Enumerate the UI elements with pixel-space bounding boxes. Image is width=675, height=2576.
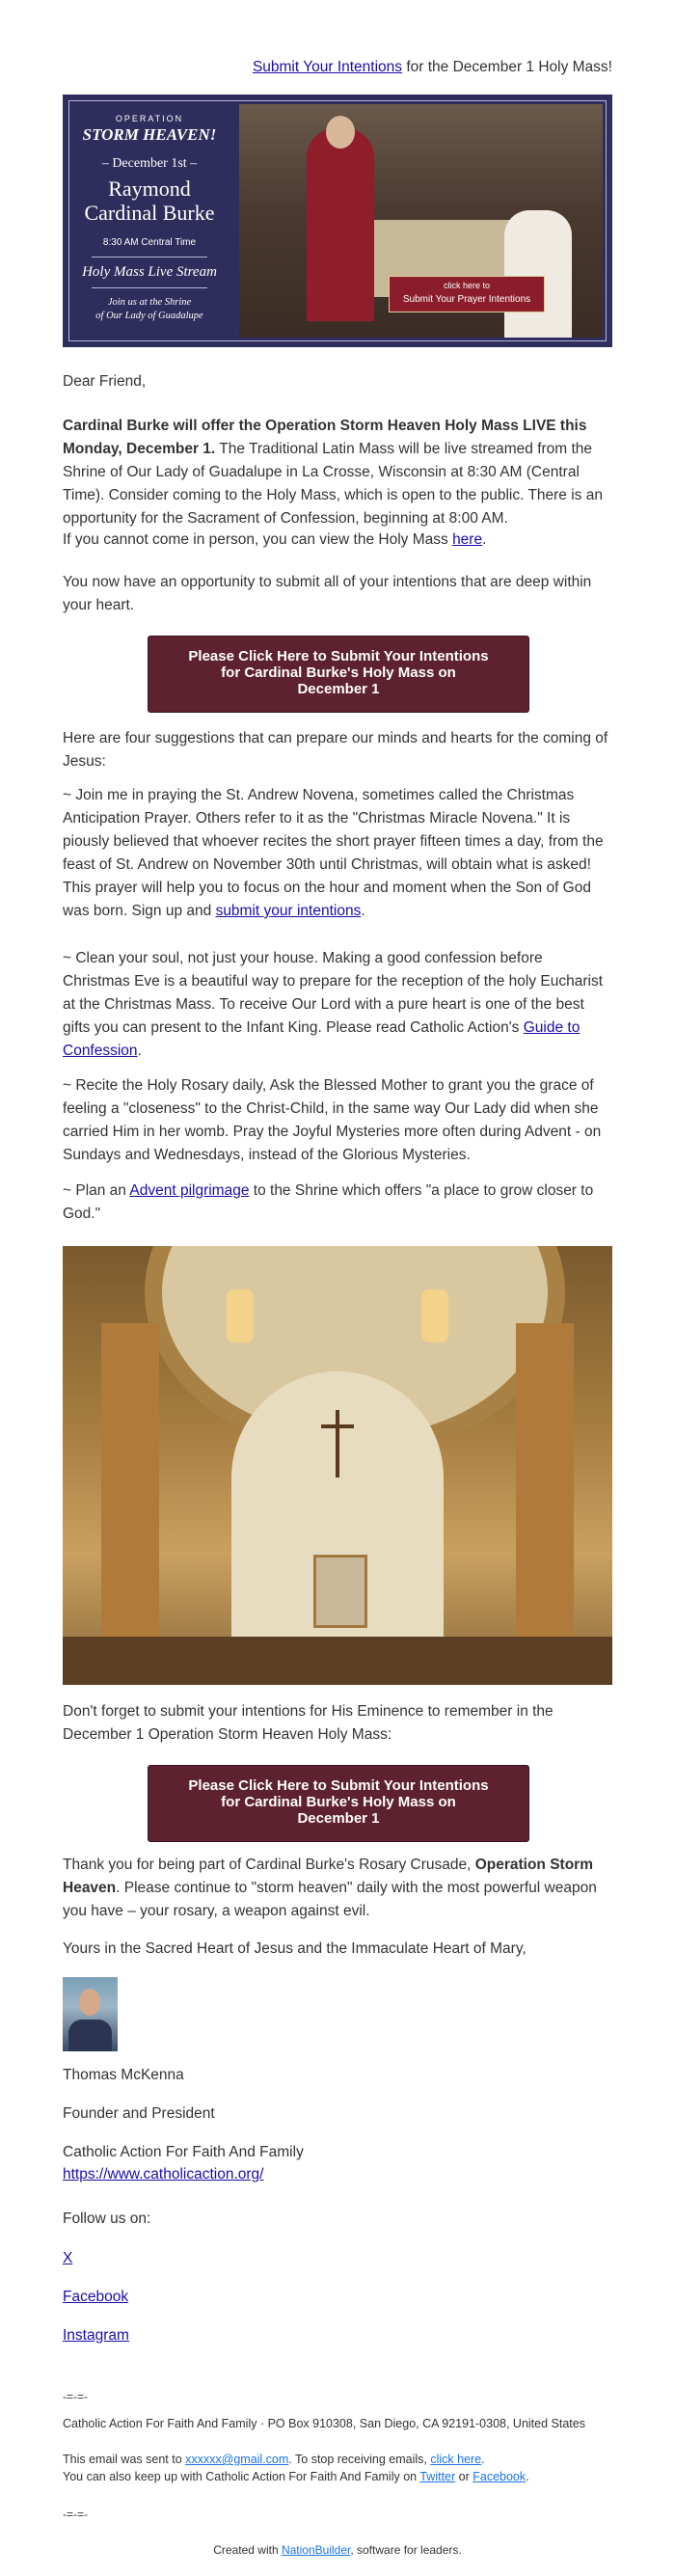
recipient-email-link[interactable]: xxxxxx@gmail.com — [185, 2453, 289, 2466]
suggestion-rosary: ~ Recite the Holy Rosary daily, Ask the Blessed Mother to grant you the grace of feeling a "closeness" to the Christ-Child, in the same way Our Lady did when she carried Him in her womb. Pray the Joyful Mysteries more often during Advent - on Sundays and Wednesdays, instead of the Glorious Mysteries. — [63, 1077, 602, 1163]
nationbuilder-credit — [0, 2543, 675, 2557]
banner-join-line2: of Our Lady of Guadalupe — [95, 311, 203, 321]
sent-mid: . To stop receiving emails, — [288, 2453, 431, 2466]
view-here-link[interactable]: here — [452, 531, 483, 548]
suggestion-novena — [63, 784, 612, 923]
follow-label: Follow us on: — [63, 2210, 151, 2227]
submit-intentions-link[interactable]: Submit Your Intentions — [252, 59, 403, 75]
confession-guide-link[interactable]: Guide to Confession — [63, 1019, 580, 1059]
social-facebook — [63, 2286, 612, 2309]
novena-end: . — [361, 903, 365, 919]
avatar-suit — [68, 2020, 112, 2051]
separator-top: -=-=- — [63, 2390, 89, 2403]
banner-divider — [92, 257, 207, 258]
twitter-link[interactable]: Twitter — [419, 2470, 456, 2483]
pilgrimage-text: ~ Plan an — [63, 1182, 130, 1199]
confession-text: ~ Clean your soul, not just your house. Making a good confession before Christmas Eve is a beautiful way to prepare for the reception of the holy Eucharist at the Christmas Mass. To receive Our Lord with a pure heart is one of the best gifts you can present to the Infant King. Please read Catholic Action's — [63, 950, 604, 1036]
sent-pre: This email was sent to — [63, 2453, 186, 2466]
guadalupe-image — [313, 1555, 367, 1628]
view-paragraph — [63, 529, 612, 552]
shrine-interior-image — [63, 1246, 612, 1685]
intro-paragraph — [63, 415, 612, 530]
social-x — [63, 2247, 612, 2270]
banner-name-second: Cardinal Burke — [84, 201, 215, 225]
footer-sent — [63, 2451, 612, 2468]
button-line3: December 1 — [297, 681, 380, 697]
suggestion-confession — [63, 947, 612, 1063]
thanks-rest: . Please continue to "storm heaven" daily with the most powerful weapon you have – your rosary, a weapon against evil. — [63, 1880, 597, 1919]
signature-title: Founder and President — [63, 2105, 215, 2122]
footer-facebook-link[interactable]: Facebook — [472, 2470, 526, 2483]
credit-post: , software for leaders. — [350, 2543, 462, 2557]
banner-time: 8:30 AM Central Time — [102, 237, 197, 248]
social-instagram — [63, 2324, 612, 2347]
server-figure — [504, 210, 572, 338]
pilgrimage-end: to the Shrine which offers "a place to grow closer to God." — [63, 1182, 594, 1222]
button-line1: Please Click Here to Submit Your Intentions — [188, 1777, 489, 1794]
confession-end: . — [137, 1043, 142, 1059]
signature-org: Catholic Action For Faith And Family — [63, 2144, 304, 2160]
view-text: If you cannot come in person, you can view the Holy Mass — [63, 531, 453, 548]
x-link[interactable]: X — [63, 2250, 73, 2266]
submit-intentions-button-2[interactable] — [148, 1765, 529, 1842]
signature-name: Thomas McKenna — [63, 2067, 184, 2083]
banner-join-line1: Join us at the Shrine — [107, 297, 192, 308]
avatar-face — [79, 1989, 100, 2016]
instagram-link[interactable]: Instagram — [63, 2327, 129, 2344]
banner-text-panel — [63, 95, 236, 347]
cardinal-figure — [307, 128, 374, 321]
novena-text: ~ Join me in praying the St. Andrew Novena, sometimes called the Christmas Anticipation Prayer. Others refer to it as the "Christmas Miracle Novena." It is piously believed that whoever recites the short prayer fifteen times a day, from the feast of St. Andrew on November 30th until Christmas, will obtain what is asked! This prayer will help you to focus on the hour and moment when the Son of God was born. Sign up and — [63, 787, 604, 919]
keep-pre: You can also keep up with Catholic Action For Faith And Family on — [63, 2470, 420, 2483]
closing-line: Yours in the Sacred Heart of Jesus and the Immaculate Heart of Mary, — [63, 1940, 526, 1957]
signature-avatar — [63, 1977, 118, 2051]
suggestions-intro: Here are four suggestions that can prepare our minds and hearts for the coming of Jesus: — [63, 730, 608, 770]
banner-photo — [239, 104, 603, 338]
banner-divider — [92, 287, 207, 288]
submit-intentions-button[interactable] — [148, 636, 529, 713]
pews-floor — [63, 1637, 612, 1685]
separator-bottom: -=-=- — [63, 2508, 89, 2521]
advent-pilgrimage-link[interactable]: Advent pilgrimage — [129, 1182, 250, 1199]
keep-or: or — [455, 2470, 473, 2483]
sent-end: . — [481, 2453, 485, 2466]
crucifix-bar — [321, 1424, 354, 1428]
button-line2: for Cardinal Burke's Holy Mass on — [221, 1794, 456, 1810]
signature-url — [63, 2163, 612, 2186]
banner-image[interactable] — [63, 95, 612, 347]
top-line-text: for the December 1 Holy Mass! — [402, 59, 612, 75]
top-line — [63, 56, 612, 79]
novena-intentions-link[interactable]: submit your intentions — [215, 903, 362, 919]
credit-pre: Created with — [213, 2543, 282, 2557]
opportunity-paragraph: You now have an opportunity to submit all of your intentions that are deep within your heart. — [63, 574, 592, 613]
greeting: Dear Friend, — [63, 373, 147, 390]
suggestion-pilgrimage — [63, 1180, 612, 1226]
button-line1: Please Click Here to Submit Your Intentions — [188, 648, 489, 664]
nationbuilder-link[interactable]: NationBuilder — [281, 2543, 351, 2557]
pillar-left — [101, 1323, 159, 1685]
footer-address: Catholic Action For Faith And Family · PO Box 910308, San Diego, CA 92191-0308, United States — [63, 2417, 585, 2430]
banner-cta-line1: click here to — [443, 281, 491, 290]
thanks-bold: Operation Storm Heaven — [63, 1857, 593, 1896]
hanging-lamp-right — [421, 1289, 448, 1342]
facebook-link[interactable]: Facebook — [63, 2289, 129, 2305]
banner-cta-line2: Submit Your Prayer Intentions — [402, 294, 531, 305]
view-end: . — [482, 531, 487, 548]
banner-name-first: Raymond — [108, 176, 191, 201]
thanks-text: Thank you for being part of Cardinal Burke's Rosary Crusade, — [63, 1857, 475, 1873]
banner-operation: OPERATION — [115, 114, 184, 123]
cardinal-head — [326, 116, 355, 149]
thanks-paragraph — [63, 1854, 612, 1923]
banner-storm-heaven: STORM HEAVEN! — [82, 125, 217, 144]
banner-date: – December 1st – — [101, 156, 198, 171]
keep-end: . — [526, 2470, 529, 2483]
crucifix-icon — [336, 1410, 339, 1478]
banner-cta-button[interactable] — [389, 276, 545, 312]
reminder-paragraph: Don't forget to submit your intentions for His Eminence to remember in the December 1 Operation Storm Heaven Holy Mass: — [63, 1703, 554, 1743]
button-line3: December 1 — [297, 1810, 380, 1827]
button-line2: for Cardinal Burke's Holy Mass on — [221, 664, 456, 681]
intro-text: The Traditional Latin Mass will be live streamed from the Shrine of Our Lady of Guadalupe in La Crosse, Wisconsin at 8:30 AM (Central Time). Consider coming to the Holy Mass, which is open to the public. There is an opportunity for the Sacrament of Confession, beginning at 8:00 AM. — [63, 441, 603, 527]
unsubscribe-link[interactable]: click here — [430, 2453, 482, 2466]
hanging-lamp-left — [227, 1289, 254, 1342]
website-link[interactable]: https://www.catholicaction.org/ — [63, 2166, 264, 2183]
pillar-right — [516, 1323, 574, 1685]
footer-keep-up — [63, 2468, 612, 2485]
intro-bold: Cardinal Burke will offer the Operation Storm Heaven Holy Mass LIVE this Monday, December 1. — [63, 418, 587, 457]
banner-live-stream: Holy Mass Live Stream — [82, 264, 217, 280]
